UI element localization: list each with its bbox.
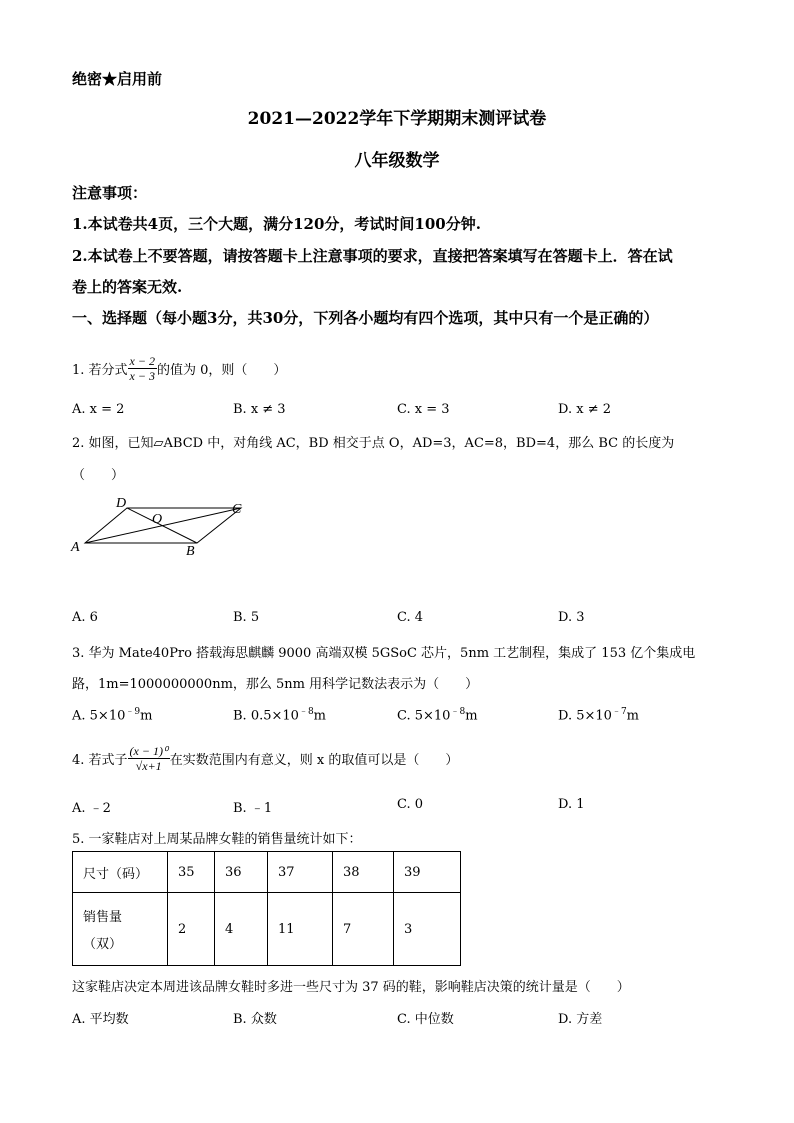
q1-option-d: D. x ≠ 2 — [558, 402, 611, 417]
q5-option-b: B. 众数 — [233, 1012, 277, 1027]
table-cell: 7 — [333, 893, 394, 966]
q5-intro: 5. 一家鞋店对上周某品牌女鞋的销售量统计如下： — [72, 832, 362, 847]
center-label-o: O — [152, 512, 163, 527]
table-row — [73, 893, 461, 966]
q5-option-a: A. 平均数 — [72, 1012, 129, 1027]
q3-option-d — [558, 704, 639, 723]
q1-prefix: 1. 若分式 — [72, 362, 128, 378]
q2-option-d: D. 3 — [558, 610, 585, 625]
table-cell: 4 — [215, 893, 268, 966]
q4-option-d: D. 1 — [558, 797, 585, 812]
parallelogram-figure — [66, 492, 256, 562]
table-cell: 2 — [168, 893, 215, 966]
q5-question: 这家鞋店决定本周进该品牌女鞋时多进一些尺寸为 37 码的鞋，影响鞋店决策的统计量是（ ） — [72, 980, 630, 995]
table-header-sales-line-2: （双） — [83, 937, 123, 952]
q2-line-2: （ ） — [72, 468, 125, 483]
q3-a-unit: m — [140, 708, 153, 724]
vertex-label-c: C — [232, 502, 242, 517]
q4-option-a: A. ﹣2 — [72, 801, 111, 816]
q3-option-b — [233, 704, 326, 723]
table-header-sales — [73, 893, 168, 966]
table-cell: 11 — [268, 893, 333, 966]
table-cell: 3 — [394, 893, 461, 966]
vertex-label-b: B — [186, 544, 195, 559]
section-1-heading: 一、选择题（每小题3分，共30分，下列各小题均有四个选项，其中只有一个是正确的） — [72, 309, 659, 327]
q5-option-c: C. 中位数 — [397, 1012, 454, 1027]
q1-option-c: C. x = 3 — [397, 402, 450, 417]
q1-option-b: B. x ≠ 3 — [233, 402, 286, 417]
table-row — [73, 852, 461, 893]
q2-line-1: 2. 如图，已知▱ABCD 中，对角线 AC，BD 相交于点 O，AD=3，AC=8，BD=4，那么 BC 的长度为 — [72, 436, 675, 451]
q3-option-a — [72, 704, 152, 723]
q4-frac-denominator: √x+1 — [135, 758, 162, 773]
table-header-sales-line-1: 销售量 — [83, 910, 123, 925]
notes-item-2-line-1: 2.本试卷上不要答题，请按答题卡上注意事项的要求，直接把答案填写在答题卡上．答在试 — [72, 247, 673, 265]
q2-option-b: B. 5 — [233, 610, 260, 625]
q4-option-c: C. 0 — [397, 797, 424, 812]
q1-frac-denominator: x − 3 — [129, 368, 155, 383]
question-1 — [72, 340, 286, 396]
notes-heading: 注意事项： — [72, 184, 148, 202]
q1-suffix: 的值为 0，则（ ） — [156, 362, 287, 378]
q3-d-exponent: ﹣7 — [611, 707, 627, 717]
q1-frac-numerator: x − 2 — [129, 353, 155, 368]
vertex-label-d: D — [116, 496, 127, 511]
q3-b-exponent: ﹣8 — [298, 707, 314, 717]
q3-d-unit: m — [626, 708, 639, 724]
exam-subtitle: 八年级数学 — [354, 151, 440, 171]
q4-prefix: 4. 若式子 — [72, 752, 128, 768]
question-4 — [72, 732, 458, 784]
q1-fraction — [128, 354, 157, 383]
q3-a-exponent: ﹣9 — [125, 707, 141, 717]
q3-b-base: B. 0.5×10 — [233, 708, 299, 724]
q2-option-a: A. 6 — [72, 610, 98, 625]
table-cell: 39 — [394, 852, 461, 893]
q3-c-unit: m — [465, 708, 478, 724]
notes-item-2-line-2: 卷上的答案无效. — [72, 278, 183, 296]
table-cell: 37 — [268, 852, 333, 893]
secret-label: 绝密★启用前 — [72, 70, 163, 88]
notes-item-1: 1.本试卷共4页，三个大题，满分120分，考试时间100分钟. — [72, 215, 481, 233]
q4-fraction — [128, 744, 170, 773]
q3-option-c — [397, 704, 478, 723]
table-cell: 36 — [215, 852, 268, 893]
q2-option-c: C. 4 — [397, 610, 424, 625]
q4-option-b: B. ﹣1 — [233, 801, 273, 816]
q3-line-2: 路，1m=1000000000nm，那么 5nm 用科学记数法表示为（ ） — [72, 677, 479, 692]
q1-option-a: A. x = 2 — [72, 402, 125, 417]
q4-suffix: 在实数范围内有意义，则 x 的取值可以是（ ） — [169, 752, 459, 768]
shoe-sales-table — [72, 851, 461, 966]
vertex-label-a: A — [71, 540, 80, 555]
table-header-size: 尺寸（码） — [73, 852, 168, 893]
q3-line-1: 3. 华为 Mate40Pro 搭载海思麒麟 9000 高端双模 5GSoC 芯片，5nm 工艺制程，集成了 153 亿个集成电 — [72, 646, 696, 661]
q4-frac-numerator: (x − 1)⁰ — [129, 743, 168, 758]
q3-c-base: C. 5×10 — [397, 708, 451, 724]
q3-d-base: D. 5×10 — [558, 708, 612, 724]
q5-option-d: D. 方差 — [558, 1012, 603, 1027]
table-cell: 35 — [168, 852, 215, 893]
q3-a-base: A. 5×10 — [72, 708, 126, 724]
exam-title: 2021—2022学年下学期期末测评试卷 — [247, 109, 547, 129]
table-cell: 38 — [333, 852, 394, 893]
q3-b-unit: m — [313, 708, 326, 724]
q3-c-exponent: ﹣8 — [450, 707, 466, 717]
